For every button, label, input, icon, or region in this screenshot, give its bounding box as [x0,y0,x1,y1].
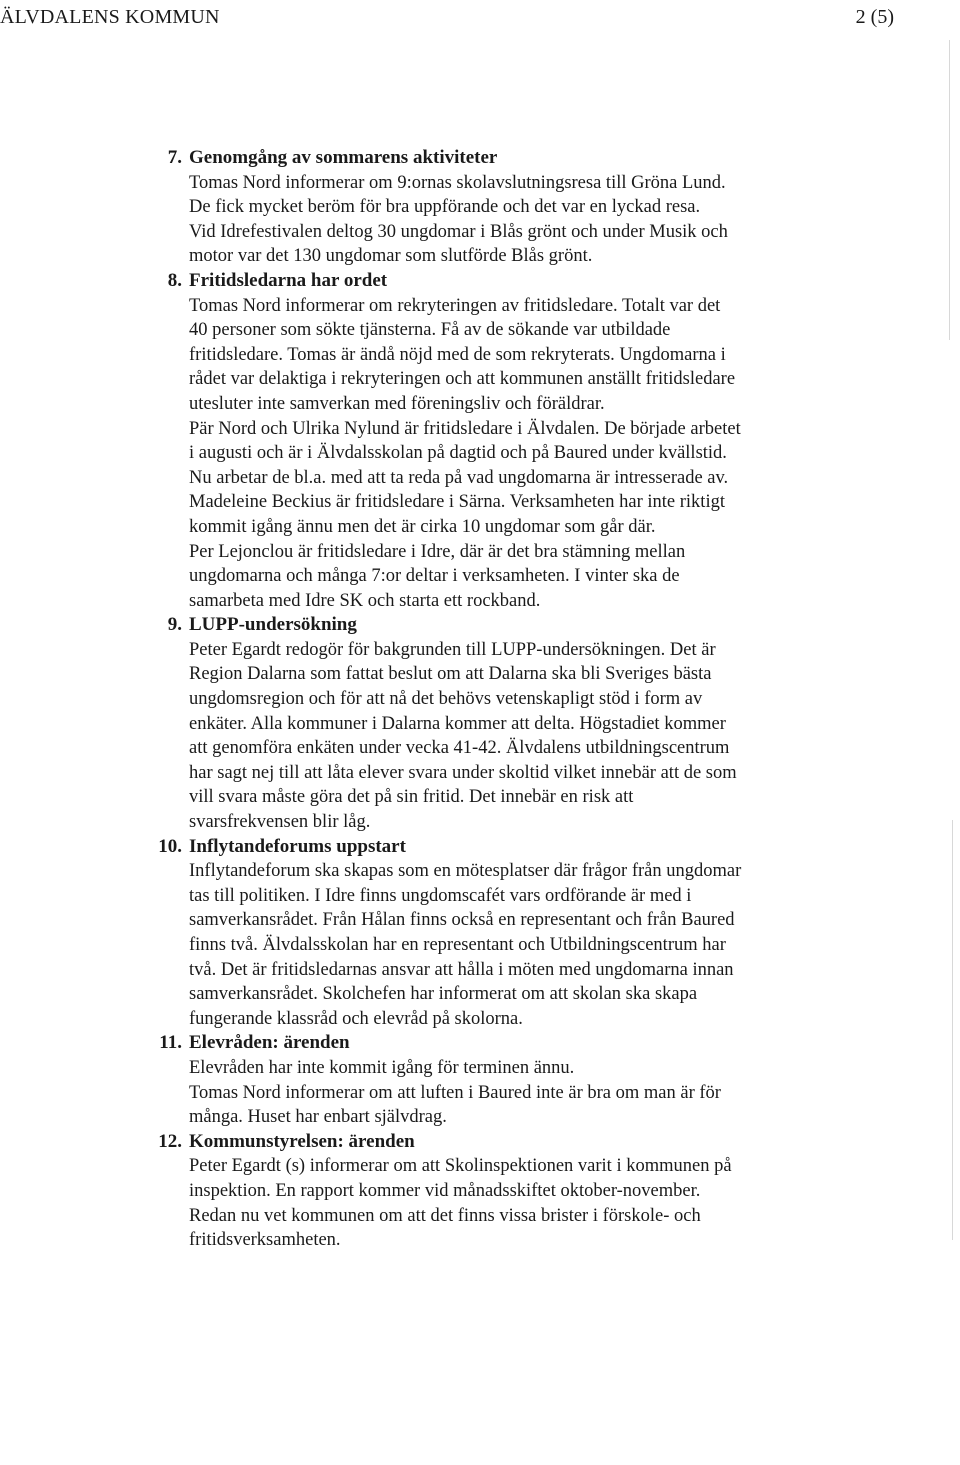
agenda-item-heading [0,146,960,171]
text-line: kommit igång ännu men det är cirka 10 ungdomar som går där. [189,516,656,537]
agenda-item-paragraph [0,171,960,269]
text-line: samarbeta med Idre SK och starta ett rockband. [189,590,541,611]
text-line: samverkansrådet. Skolchefen har informerat om att skolan ska skapa [189,984,698,1005]
text-line: 40 personer som sökte tjänsterna. Få av de sökande var utbildade [189,320,671,341]
text-line: inspektion. En rapport kommer vid månadsskiftet oktober-november. [189,1180,701,1201]
agenda-item-heading [0,613,960,638]
text-line: Vid Idrefestivalen deltog 30 ungdomar i Blås grönt och under Musik och [189,221,728,242]
text-line: svarsfrekvensen blir låg. [189,812,371,833]
agenda-item-title: Fritidsledarna har ordet [189,269,388,291]
agenda-item-title: Elevråden: ärenden [189,1032,350,1054]
page-number: 2 (5) [855,6,894,28]
text-line: ungdomsregion och för att nå det behövs vetenskapligt stöd i form av [189,689,703,710]
text-line: i augusti och är i Älvdalsskolan på dagtid och på Baured under kvällstid. [189,443,727,464]
agenda-item-paragraph [0,1204,960,1253]
text-line: Elevråden har inte kommit igång för terminen ännu. [189,1057,575,1078]
text-line: vill svara måste göra det på sin fritid. Det innebär en risk att [189,787,634,808]
text-line: utesluter inte samverkan med föreningsliv och föräldrar. [189,393,605,414]
agenda-item-title: Kommunstyrelsen: ärenden [189,1130,415,1152]
text-line: Region Dalarna som fattat beslut om att Dalarna ska bli Sveriges bästa [189,664,712,685]
text-line: Tomas Nord informerar om 9:ornas skolavslutningsresa till Gröna Lund. [189,172,726,193]
agenda-item-number: 10. [158,835,182,857]
agenda-item-paragraph [0,1154,960,1203]
text-line: många. Huset har enbart självdrag. [189,1107,447,1128]
agenda-item-paragraph [0,490,960,539]
agenda-item-heading [0,269,960,294]
text-line: Madeleine Beckius är fritidsledare i Särna. Verksamheten har inte riktigt [189,492,725,513]
agenda-item-number: 11. [159,1032,182,1054]
text-line: Peter Egardt redogör för bakgrunden till LUPP-undersökningen. Det är [189,639,716,660]
agenda-item-title: Genomgång av sommarens aktiviteter [189,147,498,168]
agenda-item-number: 8. [167,269,182,291]
text-line: enkäter. Alla kommuner i Dalarna kommer att delta. Högstadiet kommer [189,713,726,734]
agenda-item-paragraph [0,1081,960,1130]
agenda-item-paragraph [0,540,960,614]
scan-margin-line [949,40,950,340]
agenda-item [0,269,960,613]
agenda-item [0,1130,960,1253]
text-line: fritidsverksamheten. [189,1230,341,1251]
agenda-item-title: Inflytandeforums uppstart [189,835,406,857]
text-line: motor var det 130 ungdomar som slutförde Blås grönt. [189,246,593,267]
agenda-item-number: 7. [167,147,182,168]
agenda-item-heading [0,835,960,860]
agenda-item [0,613,960,834]
agenda-item [0,835,960,1032]
agenda-item [0,146,960,269]
agenda-sections [0,146,960,1253]
agenda-item-number: 9. [167,614,182,636]
scan-margin-line [952,820,953,1240]
text-line: Redan nu vet kommunen om att det finns vissa brister i förskole- och [189,1205,701,1226]
text-line: att genomföra enkäten under vecka 41-42. Älvdalens utbildningscentrum [189,738,730,759]
agenda-item [0,1031,960,1129]
text-line: två. Det är fritidsledarnas ansvar att hålla i möten med ungdomarna innan [189,959,734,980]
agenda-item-paragraph [0,294,960,417]
text-line: Pär Nord och Ulrika Nylund är fritidsledare i Älvdalen. De började arbetet [189,418,741,439]
text-line: finns två. Älvdalsskolan har en representant och Utbildningscentrum har [189,935,726,955]
text-line: samverkansrådet. Från Hålan finns också en representant och från Baured [189,910,735,931]
text-line: ungdomarna och många 7:or deltar i verksamheten. I vinter ska de [189,566,680,587]
text-line: Nu arbetar de bl.a. med att ta reda på vad ungdomarna är intresserade av. [189,467,729,488]
municipality-name: ÄLVDALENS KOMMUN [0,6,220,28]
text-line: Tomas Nord informerar om att luften i Baured inte är bra om man är för [189,1082,721,1103]
agenda-item-number: 12. [158,1130,182,1152]
page-header [0,4,960,30]
agenda-item-paragraph [0,859,960,1031]
agenda-item-title: LUPP-undersökning [189,614,357,636]
text-line: Per Lejonclou är fritidsledare i Idre, där är det bra stämning mellan [189,541,686,562]
text-line: fungerande klassråd och elevråd på skolorna. [189,1008,523,1029]
agenda-item-heading [0,1130,960,1155]
agenda-item-heading [0,1031,960,1056]
agenda-item-paragraph [0,417,960,491]
text-line: Inflytandeforum ska skapas som en mötesplatser där frågor från ungdomar [189,861,742,882]
text-line: De fick mycket beröm för bra uppförande och det var en lyckad resa. [189,197,701,218]
agenda-item-paragraph [0,638,960,835]
text-line: Tomas Nord informerar om rekryteringen av fritidsledare. Totalt var det [189,295,721,316]
text-line: har sagt nej till att låta elever svara under skoltid vilket innebär att de som [189,762,737,783]
text-line: rådet var delaktiga i rekryteringen och att kommunen anställt fritidsledare [189,369,736,390]
text-line: fritidsledare. Tomas är ändå nöjd med de som rekryterats. Ungdomarna i [189,344,726,365]
text-line: Peter Egardt (s) informerar om att Skolinspektionen varit i kommunen på [189,1156,732,1177]
text-line: tas till politiken. I Idre finns ungdomscafét vars ordförande är med i [189,885,692,906]
agenda-item-paragraph [0,1056,960,1081]
